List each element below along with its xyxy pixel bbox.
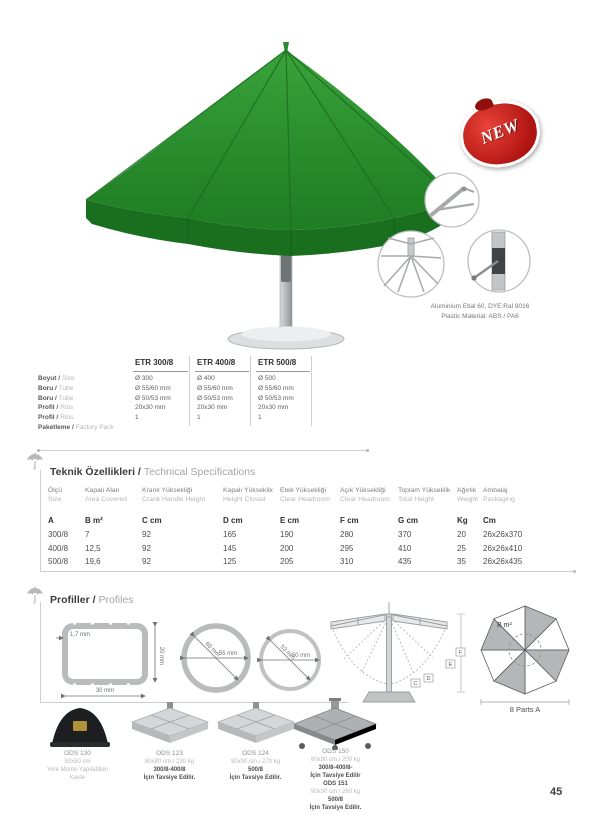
spec-cell: 20 xyxy=(457,530,466,539)
model-values-col: Ø 300 Ø 55/60 mm Ø 50/53 mm 20x30 mm 1 xyxy=(135,375,171,422)
spec-cell: 26x26x410 xyxy=(483,543,523,553)
specs-left-border xyxy=(40,470,41,571)
material-line1: Aluminium Etial 60, DYE:Ral 9016 xyxy=(430,303,530,310)
model-column-header: ETR 300/8 xyxy=(135,358,174,367)
spec-cell: 92 xyxy=(142,557,151,566)
base-caption-ods130: ODS 130 50x50 cm Yere Monte Yapılabilen Kaide xyxy=(46,750,109,781)
specs-bottom-border xyxy=(40,571,575,572)
spec-cell: 145 xyxy=(223,543,237,553)
base-ods123-image xyxy=(128,702,213,748)
spec-cell: 35 xyxy=(457,557,466,566)
divider-dot xyxy=(366,449,369,452)
spec-cell: 125 xyxy=(223,557,237,566)
specs-data-rows xyxy=(48,528,533,569)
specs-header-row xyxy=(48,486,533,504)
umbrella-icon xyxy=(26,586,44,604)
crank-housing xyxy=(281,252,291,282)
spec-column-header: Açık Yüksekliği Clear Headroom xyxy=(340,487,390,503)
spec-column-header: Krank Yüksekliği Crank Handle Height xyxy=(142,487,206,503)
spec-cell: 25 xyxy=(457,543,466,553)
spec-cell: 19,6 xyxy=(85,557,101,566)
svg-text:50 mm: 50 mm xyxy=(291,653,311,659)
spec-column-header: Toplam Yükseklik Total Height xyxy=(398,487,451,503)
spec-cell: 410 xyxy=(398,543,412,553)
svg-text:60 mm: 60 mm xyxy=(203,641,221,659)
model-values-col: Ø 500 Ø 55/60 mm Ø 50/53 mm 20x30 mm 1 xyxy=(258,375,294,422)
spec-column-header: Kapalı Alan Area Covered xyxy=(85,487,127,503)
spec-column-header: Ağırlık Weight xyxy=(457,487,479,503)
spec-column-header: Etek Yüksekliği Clear Headroom xyxy=(280,487,330,503)
spec-column-header: Kapalı Yükseklik Height Closed xyxy=(223,487,273,503)
spec-cell: 12,5 xyxy=(85,543,101,553)
spec-cell: 200 xyxy=(280,543,294,553)
spec-cell: 280 xyxy=(340,530,354,539)
spec-cell: 500/8 xyxy=(48,557,69,566)
svg-text:55 mm: 55 mm xyxy=(218,651,238,657)
umbrella-elevation-diagram xyxy=(325,598,470,710)
header-rule xyxy=(133,371,188,372)
spec-cell: 310 xyxy=(340,557,354,566)
spec-cell: 300/8 xyxy=(48,530,69,539)
spec-column-header: Ölçü Size xyxy=(48,487,62,503)
header-rule xyxy=(256,371,310,372)
profiles-section-title: Profiller / Profiles xyxy=(50,594,134,606)
canopy-top-view-octagon xyxy=(465,600,585,714)
base-caption-ods124: ODS 124 90x90 cm / 270 kg 500/8 İçin Tavsiye Edilir. xyxy=(229,750,282,781)
profiles-left-border xyxy=(40,602,41,702)
base-ods130-image xyxy=(45,705,115,750)
area-label: B m² xyxy=(497,622,512,629)
base-ods124-image xyxy=(214,702,299,748)
spec-cell: 165 xyxy=(223,530,237,539)
svg-text:F: F xyxy=(458,650,463,657)
svg-text:C: C xyxy=(413,681,418,688)
spec-cell: 92 xyxy=(142,543,151,553)
base-plate-top xyxy=(241,327,331,342)
specs-border-dot xyxy=(573,570,576,573)
spec-cell: 295 xyxy=(340,543,354,553)
base-ods150-image xyxy=(290,698,380,750)
tube-profile-large-drawing xyxy=(172,615,262,701)
spec-cell: 26x26x370 xyxy=(483,530,523,539)
octagon-caption: 8 Parts A xyxy=(509,705,541,714)
svg-text:53 mm: 53 mm xyxy=(278,644,296,662)
model-row-labels: Boyut / Size Boru / Tube Boru / Tube Profil / Ribs Profil / Ribs Paketleme / Factory Pack xyxy=(38,375,114,431)
material-line2: Plastic Material: ABS / PA6 xyxy=(441,313,519,320)
tube-profile-small-drawing xyxy=(250,620,332,700)
spec-cell: 7 xyxy=(85,530,90,539)
svg-text:1,7 mm: 1,7 mm xyxy=(70,632,91,638)
spec-cell: 92 xyxy=(142,530,151,539)
svg-text:D: D xyxy=(426,676,431,683)
material-note xyxy=(388,302,572,322)
model-values-col: Ø 400 Ø 55/60 mm Ø 50/53 mm 20x30 mm 1 xyxy=(197,375,233,422)
spec-cell: 26x26x435 xyxy=(483,557,523,566)
spec-cell: 435 xyxy=(398,557,412,566)
base-caption-ods150: ODS 150 80x80 cm / 200 kg 300/8-400/8- İçin Tavsiye Edilir ODS 151 90x90 cm / 260 kg 500/8 İçin Tavsiye Edilir. xyxy=(309,748,362,811)
umbrella-icon xyxy=(26,452,44,470)
spec-column-header: Ambalaj Packaging xyxy=(483,487,515,503)
svg-text:30 mm: 30 mm xyxy=(95,688,115,694)
model-column-header: ETR 500/8 xyxy=(258,358,297,367)
section-divider xyxy=(40,450,368,451)
new-badge-label: NEW xyxy=(477,115,523,148)
page-number: 45 xyxy=(550,786,563,798)
spec-cell: 370 xyxy=(398,530,412,539)
svg-text:E: E xyxy=(448,662,453,669)
specs-section-title: Teknik Özellikleri / Technical Specifications xyxy=(50,466,256,478)
spec-cell: 190 xyxy=(280,530,294,539)
model-column-header: ETR 400/8 xyxy=(197,358,236,367)
svg-text:20 mm: 20 mm xyxy=(158,646,164,666)
spec-cell: 400/8 xyxy=(48,543,69,553)
mechanism-detail-circles xyxy=(368,158,548,303)
spec-cell: 205 xyxy=(280,557,294,566)
header-rule xyxy=(195,371,249,372)
rect-profile-drawing xyxy=(56,612,174,704)
specs-code-row: A B m² C cm D cm E cm F cm G cm Kg Cm xyxy=(48,516,496,525)
models-table xyxy=(38,356,343,436)
base-caption-ods123: ODS 123 80x80 cm / 230 kg 300/8-400/8 İçin Tavsiye Edilir. xyxy=(143,750,196,781)
